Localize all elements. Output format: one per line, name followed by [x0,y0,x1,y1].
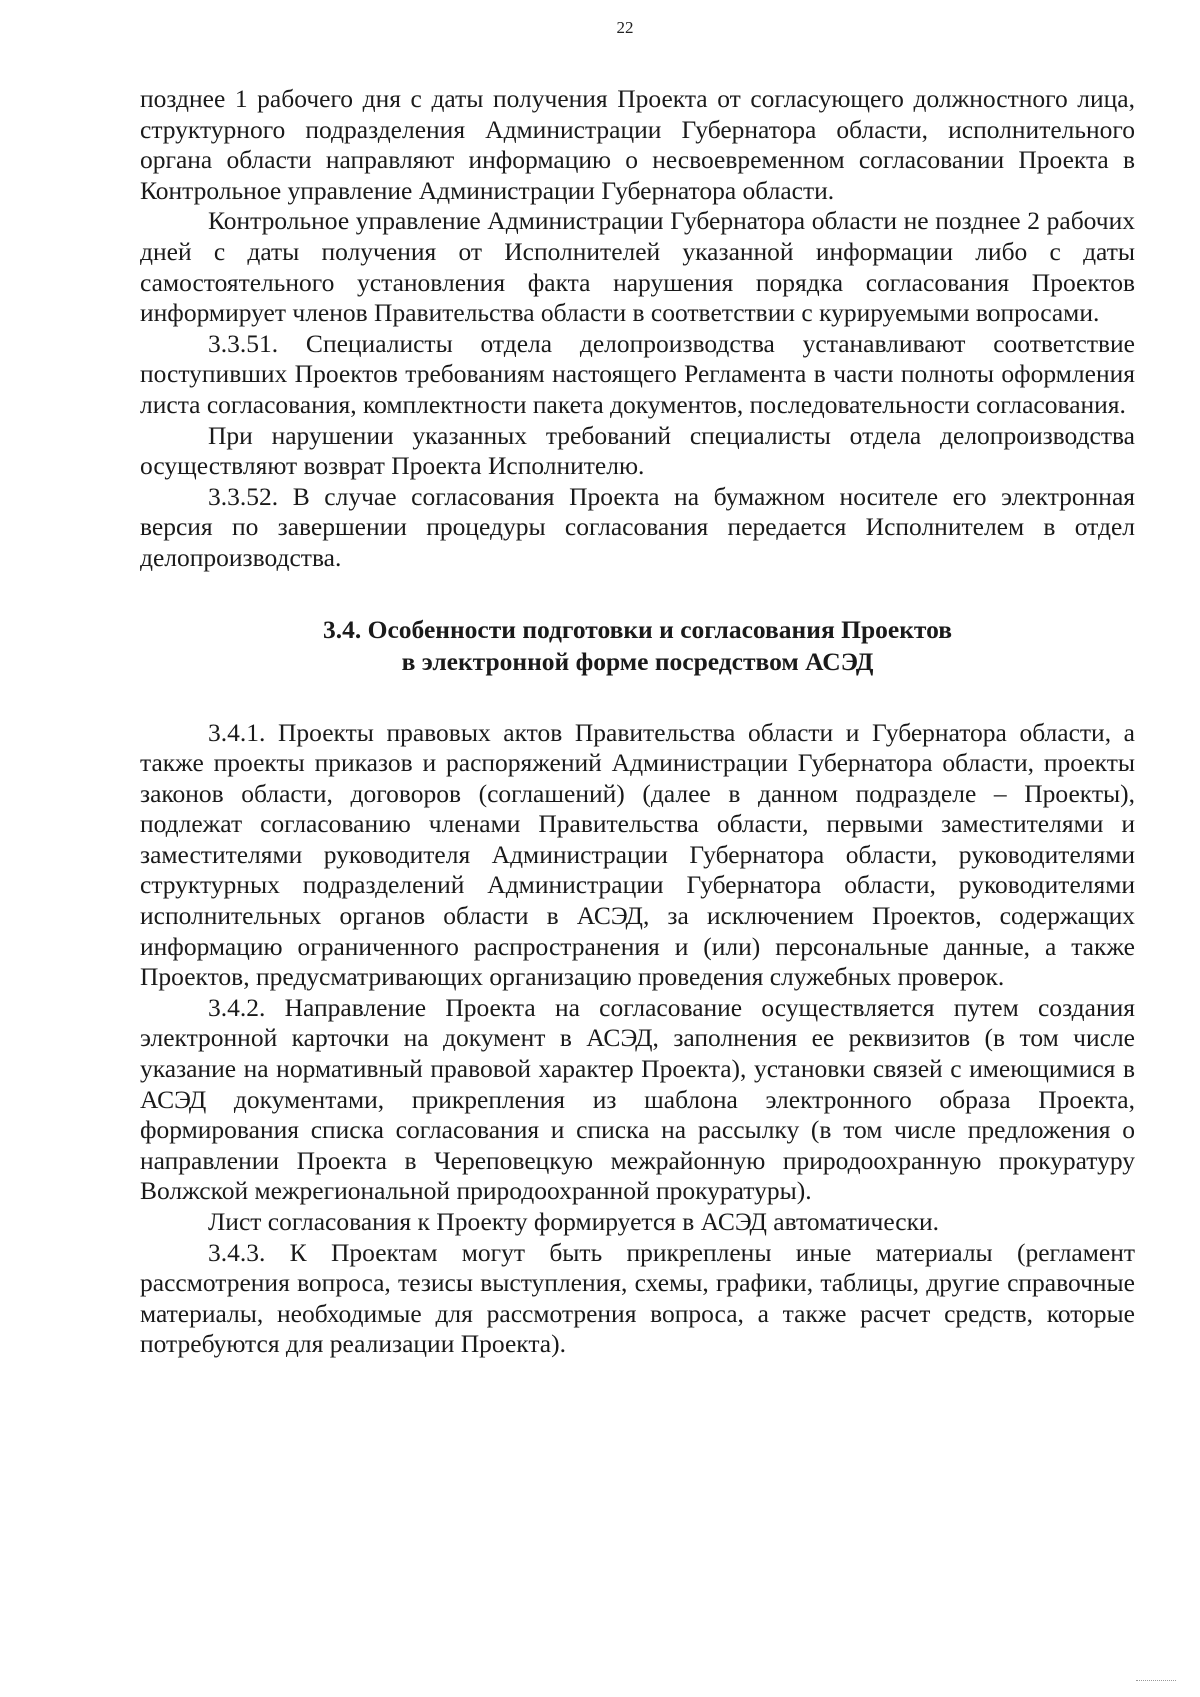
paragraph-3-3-52: 3.3.52. В случае согласования Проекта на бумажном носителе его электронная версия по завершении процедуры согласования передается Исполнителем в отдел делопроизводства. [140,481,1135,572]
section-heading-3-4 [140,614,1135,678]
paragraph-3-3-51: 3.3.51. Специалисты отдела делопроизводства устанавливают соответствие поступивших Проектов требованиям настоящего Регламента в части полноты оформления листа согласования, комплектности пакета документов, последовательности согласования. [140,328,1135,419]
section-heading-line-1: 3.4. Особенности подготовки и согласования Проектов [323,614,952,644]
paragraph-control-department: Контрольное управление Администрации Губернатора области не позднее 2 рабочих дней с даты получения от Исполнителей указанной информации либо с даты самостоятельного установления факта нарушения порядка согласования Проектов информирует членов Правительства области в соответствии с курируемыми вопросами. [140,206,1135,328]
paragraph-approval-sheet: Лист согласования к Проекту формируется в АСЭД автоматически. [208,1207,940,1236]
document-body [140,84,1135,1360]
paragraph-violation-return: При нарушении указанных требований специалисты отдела делопроизводства осуществляют возврат Проекта Исполнителю. [140,420,1135,481]
paragraph-3-4-2: 3.4.2. Направление Проекта на согласование осуществляется путем создания электронной карточки на документ в АСЭД, заполнения ее реквизитов (в том числе указание на нормативный правовой характер Проекта), установки связей с имеющимися в АСЭД документами, прикрепления из шаблона электронного образа Проекта, формирования списка согласования и списка на рассылку (в том числе предложения о направлении Проекта в Череповецкую межрайонную природоохранную прокуратуру Волжской межрегиональной природоохранной прокуратуры). [140,992,1135,1206]
paragraph-3-4-3: 3.4.3. К Проектам могут быть прикреплены иные материалы (регламент рассмотрения вопроса, тезисы выступления, схемы, графики, таблицы, другие справочные материалы, необходимые для рассмотрения вопроса, а также расчет средств, которые потребуются для реализации Проекта). [140,1237,1135,1359]
page-number: 22 [616,18,634,37]
section-heading-line-2: в электронной форме посредством АСЭД [401,646,874,676]
scan-corner-mark [1136,1680,1176,1687]
paragraph-3-4-1: 3.4.1. Проекты правовых актов Правительства области и Губернатора области, а также проекты приказов и распоряжений Администрации Губернатора области, проекты законов области, договоров (соглашений) (далее в данном подразделе – Проекты), подлежат согласованию членами Правительства области, первыми заместителями и заместителями руководителя Администрации Губернатора области, руководителями структурных подразделений Администрации Губернатора области, руководителями исполнительных органов области в АСЭД, за исключением Проектов, содержащих информацию ограниченного распространения и (или) персональные данные, а также Проектов, предусматривающих организацию проведения служебных проверок. [140,717,1135,992]
paragraph-continuation: позднее 1 рабочего дня с даты получения Проекта от согласующего должностного лица, структурного подразделения Администрации Губернатора области, исполнительного органа области направляют информацию о несвоевременном согласовании Проекта в Контрольное управление Администрации Губернатора области. [140,84,1135,205]
